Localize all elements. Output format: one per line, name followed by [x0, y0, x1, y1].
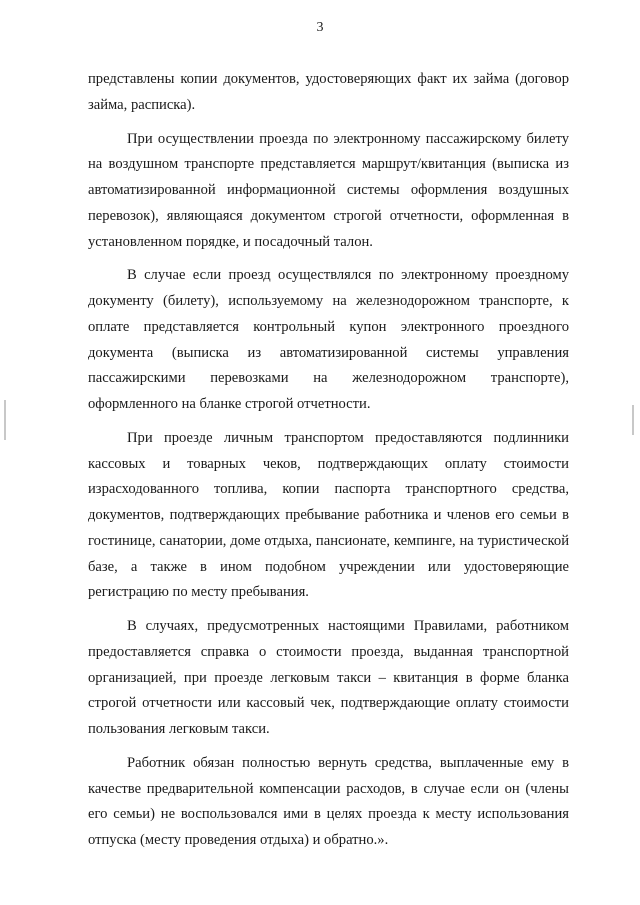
scan-edge-mark	[632, 405, 634, 435]
paragraph-taxi: В случаях, предусмотренных настоящими Правилами, работником предоставляется справка о стоимости проезда, выданная транспортной организацией, при проезде легковым такси – квитанция в форме бланка строгой отчетности или кассовый чек, подтверждающие оплату стоимости пользования легковым такси.	[88, 618, 569, 737]
scan-edge-mark	[4, 400, 6, 440]
paragraph-air-transport: При осуществлении проезда по электронному пассажирскому билету на воздушном транспорте представляется маршрут/квитанция (выписка из автоматизированной информационной системы оформления воздушных перевозок), являющаяся документом строгой отчетности, оформленная в установленном порядке, и посадочный талон.	[88, 130, 569, 250]
page-number: 3	[316, 20, 324, 35]
paragraph-refund-obligation: Работник обязан полностью вернуть средства, выплаченные ему в качестве предварительной компенсации расходов, в случае если он (члены его семьи) не воспользовался ими в целях проезда к месту использования отпуска (месту проведения отдыха) и обратно.».	[88, 754, 569, 848]
document-body	[88, 67, 569, 854]
paragraph-rail-transport: В случае если проезд осуществлялся по электронному проездному документу (билету), используемому на железнодорожном транспорте, к оплате представляется контрольный купон электронного проездного документа (выписка из автоматизированной системы управления пассажирскими перевозками на железнодорожном транспорте), оформленного на бланке строгой отчетности.	[88, 267, 569, 412]
paragraph-personal-transport: При проезде личным транспортом предоставляются подлинники кассовых и товарных чеков, подтверждающих оплату стоимости израсходованного топлива, копии паспорта транспортного средства, документов, подтверждающих пребывание работника и членов его семьи в гостинице, санатории, доме отдыха, пансионате, кемпинге, на туристической базе, а также в ином подобном учреждении или удостоверяющие регистрацию по месту пребывания.	[88, 429, 569, 601]
paragraph-continuation: представлены копии документов, удостоверяющих факт их займа (договор займа, расписка).	[88, 71, 569, 113]
